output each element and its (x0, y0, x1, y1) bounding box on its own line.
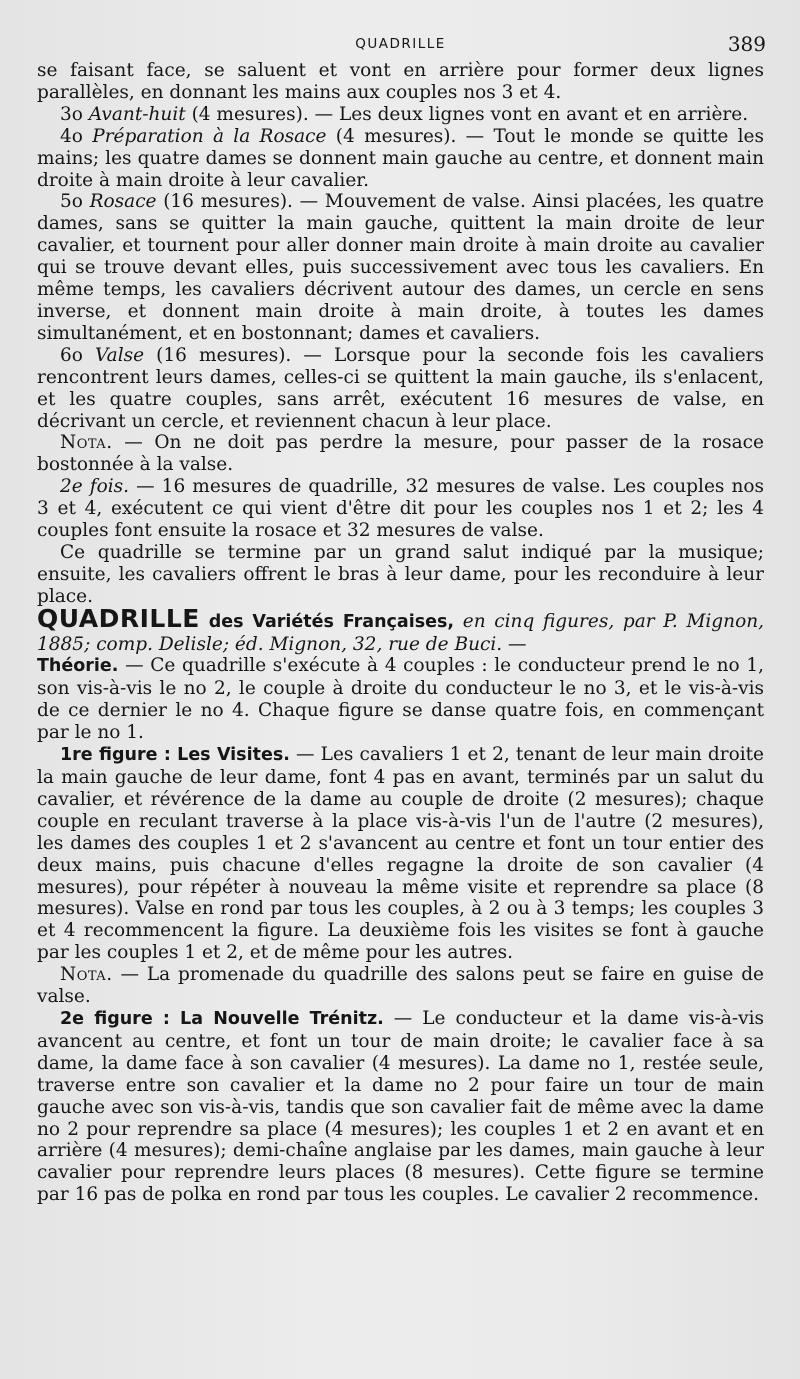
section-dash: — (502, 633, 527, 655)
step-text: (4 mesures). — Tout le monde se quitte les mains; les quatre dames se donnent main gauche au centre, et donnent main droite à main droite à leur cavalier. (37, 125, 765, 191)
section-subtitle: des Variétés Françaises, (199, 611, 455, 632)
figure-title: 2e figure : La Nouvelle Trénitz. (60, 1008, 384, 1029)
body-text (37, 60, 764, 1206)
page-header (37, 30, 764, 60)
nota-label: Nota. (60, 964, 113, 986)
step-number: 3o (60, 103, 83, 125)
paragraph (37, 744, 764, 964)
paragraph: Ce quadrille se termine par un grand salut indiqué par la musique; ensuite, les cavaliers offrent le bras à leur dame, pour les reconduire à leur place. (37, 541, 764, 607)
paragraph: se faisant face, se saluent et vont en arrière pour former deux lignes parallèles, en donnant les mains aux couples nos 3 et 4. (37, 60, 764, 103)
step-text: — Ce quadrille s'exécute à 4 couples : le conducteur prend le no 1, son vis-à-vis le no 2, le couple à droite du conducteur le no 3, et le vis-à-vis de ce dernier le no 4. Chaque figure se danse quatre fois, en commençant par le no 1. (37, 655, 764, 744)
running-title: QUADRILLE (355, 36, 446, 52)
paragraph (37, 126, 764, 192)
step-number: 6o (60, 344, 83, 366)
figure-text: — Le conducteur et la dame vis-à-vis avancent au centre, et font un tour de main droite; le cavalier face à sa dame, la dame face à son cavalier (4 mesures). La dame no 1, restée seule, traverse entre son cavalier et la dame no 2 pour faire un tour de main gauche avec son vis-à-vis, tandis que son cavalier fait de même avec la dame no 2 pour reprendre sa place (4 mesures); les couples 1 et 2 en avant et en arrière (4 mesures); demi-chaîne anglaise par les dames, main gauche à leur cavalier pour reprendre leurs places (8 mesures). Cette figure se termine par 16 pas de polka en rond par tous les couples. Le cavalier 2 recommence. (37, 1007, 764, 1206)
section-credits: en cinq figures, par P. Mignon, 1885; comp. Delisle; éd. Mignon, 32, rue de Buci. (37, 610, 764, 655)
section-heading (37, 603, 764, 656)
section-title: QUADRILLE (37, 603, 200, 633)
step-title: Rosace (89, 191, 157, 213)
nota-label: Nota. (60, 432, 113, 454)
paragraph (37, 191, 764, 344)
paragraph (37, 104, 764, 126)
paragraph (37, 432, 764, 476)
paragraph (37, 345, 764, 433)
paragraph (37, 476, 764, 542)
paragraph (37, 655, 764, 744)
paragraph (37, 964, 764, 1008)
step-title: Valse (95, 344, 145, 366)
step-text: (4 mesures). — Les deux lignes vont en avant et en arrière. (185, 103, 749, 125)
step-title: Préparation à la Rosace (92, 125, 327, 147)
step-number: 5o (60, 191, 83, 213)
step-title: Avant-huit (88, 103, 186, 125)
nota-text: — On ne doit pas perdre la mesure, pour passer de la rosace bostonnée à la valse. (37, 432, 764, 476)
step-title: Théorie. (37, 656, 119, 677)
step-text: (16 mesures). — Mouvement de valse. Ainsi placées, les quatre dames, sans se quitter la main gauche, quittent la main droite de leur cavalier, et tournent pour aller donner main droite à main droite au cavalier qui se trouve devant elles, puis successivement avec tous les cavaliers. En même temps, les cavaliers décrivent autour des dames, un cercle en sens inverse, et donnent main droite à main droite, à toutes les dames simultanément, et en bostonnant; dames et cavaliers. (37, 191, 764, 344)
paragraph (37, 1008, 764, 1206)
step-number: 4o (60, 125, 83, 147)
page-number: 389 (727, 32, 766, 56)
nota-text: — La promenade du quadrille des salons peut se faire en guise de valse. (37, 964, 764, 1008)
step-text: (16 mesures). — Lorsque pour la seconde fois les cavaliers rencontrent leurs dames, celles-ci se quittent la main gauche, ils s'enlacent, et les quatre couples, sans arrêt, exécutent 16 mesures de valse, en décrivant un cercle, et reviennent chacun à leur place. (37, 344, 764, 432)
figure-title: 1re figure : Les Visites. (60, 745, 290, 766)
step-text: — 16 mesures de quadrille, 32 mesures de valse. Les couples nos 3 et 4, exécutent ce qui vient d'être dit pour les couples nos 1 et 2; les 4 couples font ensuite la rosace et 32 mesures de valse. (37, 476, 764, 542)
figure-text: — Les cavaliers 1 et 2, tenant de leur main droite la main gauche de leur dame, font 4 pas en avant, terminés par un salut du cavalier, et révérence de la dame au couple de droite (2 mesures); chaque couple en reculant traverse à la place vis-à-vis l'un de l'autre (2 mesures), les dames des couples 1 et 2 s'avancent au centre et font un tour entier des deux mains, puis chacune d'elles regagne la droite de son cavalier (4 mesures), pour répéter à nouveau la même visite et reprendre sa place (8 mesures). Valse en rond par tous les couples, à 2 ou à 3 temps; les couples 3 et 4 recommencent la figure. La deuxième fois les visites se font à gauche par les couples 1 et 2, et de même pour les autres. (37, 744, 765, 964)
step-title: 2e fois. (60, 476, 130, 498)
